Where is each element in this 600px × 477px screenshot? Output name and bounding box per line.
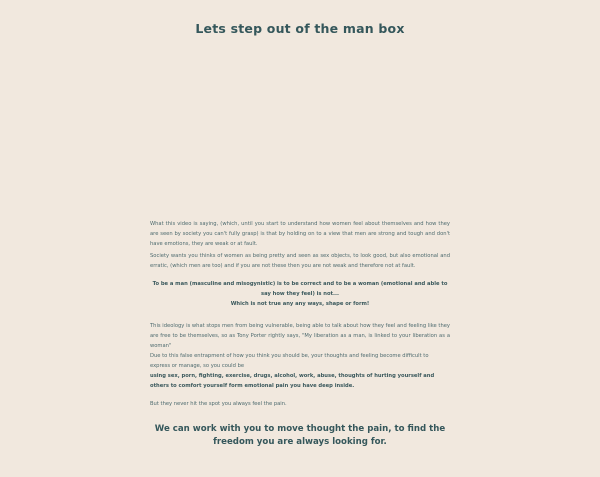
paragraph-coping-list: using sex, porn, fighting, exercise, drugs, alcohol, work, abuse, thoughts of hurting yourself and others to comfort yourself form emotional pain you have deep inside. — [150, 373, 435, 389]
paragraph-pain: But they never hit the spot you always feel the pain. — [150, 401, 287, 407]
paragraph-society: Society wants you thinks of women as being pretty and seen as sex objects, to look good, but also emotional and erratic, (which men are too) and if you are not these then you are not weak and therefore not at fault. — [150, 253, 450, 269]
paragraph-man-woman: To be a man (masculine and misogynistic) is to be correct and to be a woman (emotional and able to say how they feel) is not... — [152, 281, 448, 297]
paragraph-intro: What this video is saying, (which, until you start to understand how women feel about themselves and how they are seen by society you can't fully grasp) is that by holding on to a view that men are strong and tough and don't have emotions, they are weak or at fault. — [150, 221, 450, 247]
call-to-action-text: We can work with you to move thought the pain, to find the freedom you are always looking for. — [154, 424, 446, 447]
paragraph-ideology: This ideology is what stops men from being vulnerable, being able to talk about how they feel and feeling like they are free to be themselves, so as Tony Porter rightly says, "My liberation as a man, is linked to your liberation as a woman" — [150, 323, 450, 349]
paragraph-entrapment: Due to this false entrapment of how you think you should be, your thoughts and feeling become difficult to express or manage, so you could be — [150, 353, 429, 369]
page-title: Lets step out of the man box — [195, 21, 405, 36]
article-body — [150, 219, 450, 409]
video-embed-area[interactable] — [150, 44, 450, 212]
paragraph-not-true: Which is not true any any ways, shape or form! — [230, 301, 370, 307]
